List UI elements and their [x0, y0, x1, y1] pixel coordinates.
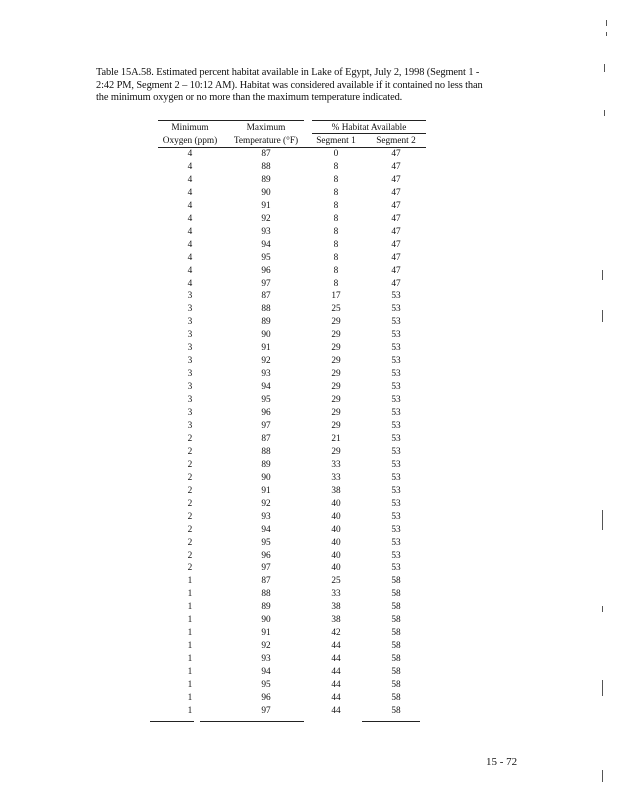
- segment-2-cell: 47: [391, 161, 401, 172]
- max-temp-cell: 96: [261, 692, 271, 703]
- max-temp-cell: 97: [261, 278, 271, 289]
- segment-1-cell: 8: [333, 161, 339, 172]
- table-row: [0, 459, 618, 471]
- table-row: [0, 692, 618, 704]
- max-temp-cell: 87: [261, 433, 271, 444]
- min-oxygen-cell: 4: [187, 278, 193, 289]
- segment-2-cell: 53: [391, 537, 401, 548]
- segment-1-cell: 29: [331, 420, 341, 431]
- segment-2-cell: 47: [391, 187, 401, 198]
- segment-1-cell: 29: [331, 382, 341, 393]
- table-row: [0, 407, 618, 419]
- max-temp-cell: 92: [261, 498, 271, 509]
- table-row: [0, 239, 618, 251]
- segment-2-cell: 47: [391, 213, 401, 224]
- segment-2-cell: 58: [391, 667, 401, 677]
- min-oxygen-cell: 1: [187, 615, 193, 626]
- segment-2-cell: 58: [391, 692, 401, 703]
- table-row: [0, 575, 618, 587]
- page-number: 15 - 72: [486, 756, 518, 768]
- max-temp-cell: 97: [261, 563, 271, 574]
- table-top-rule-right: [312, 120, 426, 121]
- max-temp-cell: 93: [261, 226, 271, 237]
- segment-1-cell: 8: [333, 252, 339, 263]
- table-bottom-rule-2: [200, 721, 304, 722]
- segment-2-cell: 58: [391, 705, 401, 716]
- table-row: [0, 148, 618, 160]
- table-row: [0, 342, 618, 354]
- max-temp-cell: 89: [261, 459, 271, 470]
- segment-1-cell: 8: [333, 278, 339, 289]
- table-top-rule: [158, 120, 304, 121]
- segment-1-cell: 44: [331, 667, 341, 677]
- scan-mark: [606, 32, 607, 36]
- segment-1-cell: 17: [331, 291, 341, 302]
- max-temp-cell: 96: [261, 265, 271, 276]
- min-oxygen-cell: 4: [187, 265, 193, 276]
- segment-1-cell: 38: [331, 485, 341, 496]
- segment-1-cell: 40: [331, 537, 341, 548]
- table-row: [0, 562, 618, 574]
- header-max-temp-line2: Temperature (°F): [233, 136, 299, 146]
- segment-1-cell: 29: [331, 317, 341, 328]
- table-row: [0, 213, 618, 225]
- table-row: [0, 252, 618, 264]
- segment-1-cell: 29: [331, 408, 341, 418]
- min-oxygen-cell: 3: [187, 304, 193, 315]
- min-oxygen-cell: 4: [187, 161, 193, 172]
- min-oxygen-cell: 3: [187, 369, 193, 380]
- max-temp-cell: 95: [261, 679, 271, 690]
- min-oxygen-cell: 4: [187, 226, 193, 237]
- max-temp-cell: 89: [261, 174, 271, 185]
- table-row: [0, 433, 618, 445]
- segment-1-cell: 8: [333, 239, 339, 250]
- max-temp-cell: 94: [261, 239, 271, 250]
- table-row: [0, 601, 618, 613]
- segment-2-cell: 47: [391, 278, 401, 289]
- min-oxygen-cell: 1: [187, 602, 193, 613]
- header-max-temp-line1: Maximum: [246, 123, 286, 133]
- segment-1-cell: 8: [333, 174, 339, 185]
- min-oxygen-cell: 3: [187, 395, 193, 405]
- max-temp-cell: 90: [261, 472, 271, 483]
- min-oxygen-cell: 1: [187, 667, 193, 677]
- min-oxygen-cell: 4: [187, 174, 193, 185]
- segment-2-cell: 58: [391, 576, 401, 587]
- table-bottom-rule-3: [362, 721, 420, 722]
- segment-2-cell: 53: [391, 395, 401, 405]
- segment-2-cell: 47: [391, 226, 401, 237]
- segment-1-cell: 44: [331, 654, 341, 664]
- segment-1-cell: 44: [331, 692, 341, 703]
- max-temp-cell: 88: [261, 161, 271, 172]
- segment-1-cell: 40: [331, 524, 341, 535]
- max-temp-cell: 97: [261, 705, 271, 716]
- max-temp-cell: 87: [261, 576, 271, 587]
- table-row: [0, 290, 618, 302]
- segment-2-cell: 47: [391, 239, 401, 250]
- max-temp-cell: 91: [261, 200, 271, 211]
- max-temp-cell: 91: [261, 485, 271, 496]
- max-temp-cell: 96: [261, 550, 271, 561]
- segment-2-cell: 47: [391, 174, 401, 185]
- table-bottom-rule: [150, 721, 194, 722]
- segment-2-cell: 53: [391, 330, 401, 341]
- segment-2-cell: 58: [391, 654, 401, 664]
- table-row: [0, 200, 618, 212]
- header-min-oxygen-line2: Oxygen (ppm): [162, 136, 218, 146]
- header-segment-2: Segment 2: [376, 136, 416, 146]
- table-row: [0, 640, 618, 652]
- table-row: [0, 679, 618, 691]
- min-oxygen-cell: 4: [187, 213, 193, 224]
- caption-line-3: the minimum oxygen or no more than the maximum temperature indicated.: [96, 92, 403, 104]
- max-temp-cell: 96: [261, 408, 271, 418]
- segment-2-cell: 53: [391, 369, 401, 380]
- max-temp-cell: 92: [261, 356, 271, 367]
- min-oxygen-cell: 3: [187, 356, 193, 367]
- scan-mark: [602, 310, 603, 322]
- segment-1-cell: 25: [331, 304, 341, 315]
- segment-2-cell: 47: [391, 149, 401, 159]
- scan-mark: [606, 20, 607, 26]
- segment-1-cell: 38: [331, 602, 341, 613]
- segment-2-cell: 58: [391, 641, 401, 652]
- table-row: [0, 329, 618, 341]
- min-oxygen-cell: 3: [187, 291, 193, 302]
- table-row: [0, 381, 618, 393]
- segment-2-cell: 53: [391, 304, 401, 315]
- scan-mark: [604, 64, 605, 72]
- min-oxygen-cell: 2: [187, 498, 193, 509]
- segment-2-cell: 47: [391, 265, 401, 276]
- segment-1-cell: 29: [331, 343, 341, 354]
- segment-1-cell: 8: [333, 265, 339, 276]
- max-temp-cell: 95: [261, 395, 271, 405]
- max-temp-cell: 89: [261, 317, 271, 328]
- segment-1-cell: 29: [331, 395, 341, 405]
- min-oxygen-cell: 2: [187, 550, 193, 561]
- segment-1-cell: 8: [333, 213, 339, 224]
- min-oxygen-cell: 1: [187, 705, 193, 716]
- min-oxygen-cell: 1: [187, 576, 193, 587]
- table-row: [0, 303, 618, 315]
- min-oxygen-cell: 2: [187, 537, 193, 548]
- segment-1-cell: 44: [331, 705, 341, 716]
- max-temp-cell: 91: [261, 628, 271, 639]
- table-row: [0, 666, 618, 678]
- table-row: [0, 498, 618, 510]
- segment-1-cell: 21: [331, 433, 341, 444]
- table-row: [0, 524, 618, 536]
- min-oxygen-cell: 3: [187, 330, 193, 341]
- scan-mark: [602, 680, 603, 696]
- segment-2-cell: 53: [391, 550, 401, 561]
- min-oxygen-cell: 2: [187, 563, 193, 574]
- segment-2-cell: 58: [391, 589, 401, 600]
- max-temp-cell: 94: [261, 524, 271, 535]
- header-min-oxygen-line1: Minimum: [171, 123, 209, 133]
- min-oxygen-cell: 3: [187, 382, 193, 393]
- header-habitat-group: % Habitat Available: [331, 123, 407, 133]
- segment-2-cell: 53: [391, 433, 401, 444]
- max-temp-cell: 88: [261, 446, 271, 457]
- min-oxygen-cell: 4: [187, 239, 193, 250]
- min-oxygen-cell: 3: [187, 420, 193, 431]
- segment-2-cell: 47: [391, 200, 401, 211]
- max-temp-cell: 88: [261, 304, 271, 315]
- table-row: [0, 472, 618, 484]
- segment-2-cell: 53: [391, 446, 401, 457]
- min-oxygen-cell: 3: [187, 343, 193, 354]
- segment-1-cell: 44: [331, 641, 341, 652]
- min-oxygen-cell: 2: [187, 433, 193, 444]
- scan-mark: [602, 510, 603, 530]
- max-temp-cell: 87: [261, 291, 271, 302]
- scan-mark: [602, 606, 603, 612]
- min-oxygen-cell: 2: [187, 524, 193, 535]
- table-row: [0, 588, 618, 600]
- min-oxygen-cell: 2: [187, 472, 193, 483]
- segment-1-cell: 38: [331, 615, 341, 626]
- segment-1-cell: 33: [331, 589, 341, 600]
- segment-1-cell: 29: [331, 446, 341, 457]
- table-row: [0, 174, 618, 186]
- segment-1-cell: 33: [331, 459, 341, 470]
- segment-2-cell: 53: [391, 485, 401, 496]
- table-row: [0, 420, 618, 432]
- segment-1-cell: 0: [333, 149, 339, 159]
- min-oxygen-cell: 2: [187, 485, 193, 496]
- max-temp-cell: 93: [261, 511, 271, 522]
- segment-1-cell: 25: [331, 576, 341, 587]
- table-row: [0, 537, 618, 549]
- caption-line-2: 2:42 PM, Segment 2 – 10:12 AM). Habitat was considered available if it contained no less than: [96, 79, 483, 91]
- segment-2-cell: 58: [391, 679, 401, 690]
- segment-2-cell: 53: [391, 511, 401, 522]
- segment-2-cell: 53: [391, 291, 401, 302]
- table-row: [0, 653, 618, 665]
- table-row: [0, 161, 618, 173]
- max-temp-cell: 92: [261, 213, 271, 224]
- table-row: [0, 614, 618, 626]
- min-oxygen-cell: 4: [187, 200, 193, 211]
- table-caption: [96, 67, 526, 105]
- max-temp-cell: 87: [261, 149, 271, 159]
- segment-1-cell: 29: [331, 356, 341, 367]
- max-temp-cell: 97: [261, 420, 271, 431]
- min-oxygen-cell: 2: [187, 446, 193, 457]
- table-row: [0, 355, 618, 367]
- segment-1-cell: 29: [331, 330, 341, 341]
- segment-1-cell: 29: [331, 369, 341, 380]
- segment-2-cell: 58: [391, 628, 401, 639]
- min-oxygen-cell: 1: [187, 628, 193, 639]
- max-temp-cell: 94: [261, 667, 271, 677]
- max-temp-cell: 95: [261, 252, 271, 263]
- segment-2-cell: 58: [391, 602, 401, 613]
- table-row: [0, 511, 618, 523]
- min-oxygen-cell: 2: [187, 511, 193, 522]
- min-oxygen-cell: 1: [187, 679, 193, 690]
- table-row: [0, 446, 618, 458]
- table-row: [0, 485, 618, 497]
- min-oxygen-cell: 2: [187, 459, 193, 470]
- segment-1-cell: 40: [331, 563, 341, 574]
- segment-1-cell: 8: [333, 226, 339, 237]
- scan-mark: [602, 270, 603, 280]
- max-temp-cell: 91: [261, 343, 271, 354]
- max-temp-cell: 95: [261, 537, 271, 548]
- min-oxygen-cell: 4: [187, 187, 193, 198]
- max-temp-cell: 93: [261, 369, 271, 380]
- max-temp-cell: 93: [261, 654, 271, 664]
- segment-1-cell: 40: [331, 550, 341, 561]
- max-temp-cell: 92: [261, 641, 271, 652]
- segment-1-cell: 8: [333, 187, 339, 198]
- min-oxygen-cell: 4: [187, 149, 193, 159]
- max-temp-cell: 90: [261, 187, 271, 198]
- caption-line-1: Table 15A.58. Estimated percent habitat available in Lake of Egypt, July 2, 1998 (Segment 1 -: [96, 67, 480, 78]
- segment-1-cell: 8: [333, 200, 339, 211]
- segment-1-cell: 40: [331, 498, 341, 509]
- segment-1-cell: 33: [331, 472, 341, 483]
- segment-1-cell: 44: [331, 679, 341, 690]
- table-row: [0, 316, 618, 328]
- max-temp-cell: 94: [261, 382, 271, 393]
- segment-1-cell: 42: [331, 628, 341, 639]
- segment-1-cell: 40: [331, 511, 341, 522]
- segment-2-cell: 53: [391, 459, 401, 470]
- min-oxygen-cell: 3: [187, 317, 193, 328]
- max-temp-cell: 88: [261, 589, 271, 600]
- segment-2-cell: 53: [391, 563, 401, 574]
- min-oxygen-cell: 1: [187, 654, 193, 664]
- table-row: [0, 705, 618, 717]
- segment-2-cell: 53: [391, 382, 401, 393]
- min-oxygen-cell: 4: [187, 252, 193, 263]
- table-row: [0, 187, 618, 199]
- table-row: [0, 226, 618, 238]
- table-row: [0, 550, 618, 562]
- segment-2-cell: 53: [391, 317, 401, 328]
- table-row: [0, 368, 618, 380]
- segment-2-cell: 53: [391, 408, 401, 418]
- header-segment-1: Segment 1: [316, 136, 356, 146]
- table-row: [0, 278, 618, 290]
- min-oxygen-cell: 1: [187, 589, 193, 600]
- segment-2-cell: 53: [391, 524, 401, 535]
- segment-2-cell: 53: [391, 343, 401, 354]
- table-row: [0, 394, 618, 406]
- max-temp-cell: 89: [261, 602, 271, 613]
- segment-2-cell: 53: [391, 356, 401, 367]
- min-oxygen-cell: 1: [187, 692, 193, 703]
- table-row: [0, 627, 618, 639]
- min-oxygen-cell: 1: [187, 641, 193, 652]
- max-temp-cell: 90: [261, 615, 271, 626]
- segment-2-cell: 47: [391, 252, 401, 263]
- segment-2-cell: 53: [391, 420, 401, 431]
- scan-mark: [604, 110, 605, 116]
- min-oxygen-cell: 3: [187, 408, 193, 418]
- segment-2-cell: 58: [391, 615, 401, 626]
- segment-2-cell: 53: [391, 472, 401, 483]
- table-row: [0, 265, 618, 277]
- max-temp-cell: 90: [261, 330, 271, 341]
- segment-2-cell: 53: [391, 498, 401, 509]
- scan-mark: [602, 770, 603, 782]
